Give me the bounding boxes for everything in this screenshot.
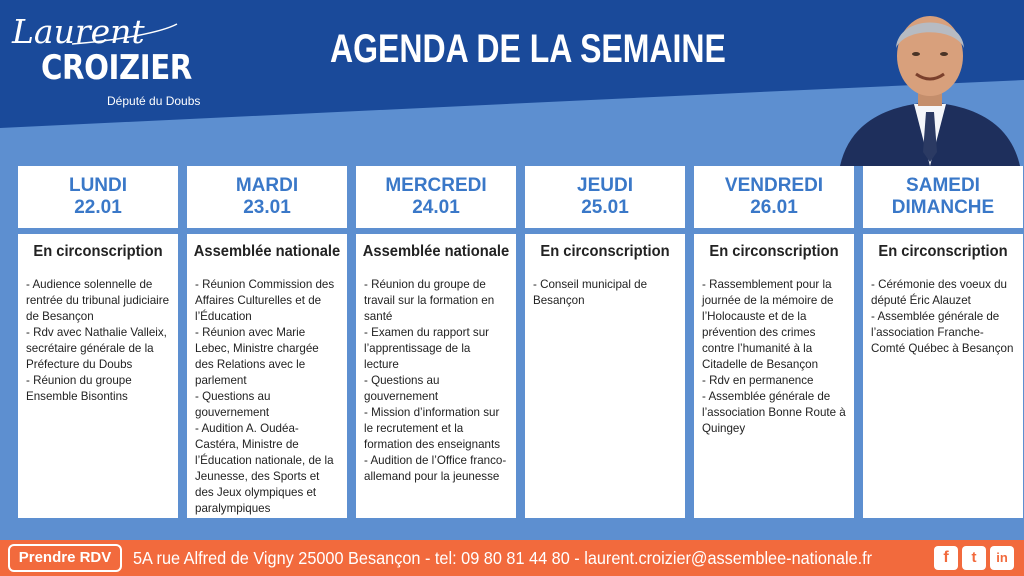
footer-bar (0, 540, 1024, 576)
card-body: - Rassemblement pour la journée de la mémoire de l’Holocauste et de la prévention des crimes contre l’humanité à la Citadelle de Besançon - Rdv en permanence - Assemblée générale de l’association Bonne Route à Quingey (702, 278, 846, 435)
agenda-card-vendredi (694, 234, 854, 518)
agenda-card-samedi-dimanche (863, 234, 1023, 518)
agenda-card-lundi (18, 234, 178, 518)
day-header-mardi: MARDI 23.01 (187, 166, 347, 228)
card-heading: En circonscription (709, 243, 839, 260)
logo (12, 10, 227, 108)
card-body: - Conseil municipal de Besançon (533, 278, 648, 307)
card-body: - Audience solennelle de rentrée du tribunal judiciaire de Besançon - Rdv avec Nathalie Valleix, secrétaire générale de la Préfecture du Doubs - Réunion du groupe Ensemble Bisontins (26, 278, 170, 403)
linkedin-icon[interactable]: in (990, 546, 1014, 570)
card-body: - Réunion du groupe de travail sur la formation en santé - Examen du rapport sur l’apprentissage de la lecture - Questions au gouvernement - Mission d’information sur le recrutement et la formation des enseignants - Audition de l’Office franco-allemand pour la jeunesse (364, 278, 507, 483)
logo-last-name: CROIZIER (41, 48, 192, 88)
card-heading: Assemblée nationale (193, 243, 341, 260)
agenda-card-mardi (187, 234, 347, 518)
card-body: - Réunion Commission des Affaires Culturelles et de l’Éducation - Réunion avec Marie Lebec, Ministre chargée des Relations avec le parlement - Questions au gouvernement - Audition A. Oudéa-Castéra, Ministre de l’Éducation nationale, de la Jeunesse, des Sports et des Jeux olympiques et paralympiques (195, 278, 335, 515)
card-heading: En circonscription (33, 243, 163, 260)
facebook-icon[interactable]: f (934, 546, 958, 570)
prendre-rdv-button[interactable]: Prendre RDV (8, 544, 122, 572)
agenda-card-mercredi (356, 234, 516, 518)
card-body: - Cérémonie des voeux du député Éric Alauzet - Assemblée générale de l’association Franche-Comté Québec à Besançon (871, 278, 1014, 355)
contact-info: 5A rue Alfred de Vigny 25000 Besançon - tel: 09 80 81 44 80 - laurent.croizier@assemblee-nationale.fr (133, 548, 873, 568)
day-header-samedi-dimanche: SAMEDI DIMANCHE (863, 166, 1023, 228)
day-header-vendredi: VENDREDI 26.01 (694, 166, 854, 228)
card-heading: Assemblée nationale (362, 243, 510, 260)
day-header-mercredi: MERCREDI 24.01 (356, 166, 516, 228)
portrait-photo (836, 2, 1024, 166)
logo-first-name: Laurent (12, 12, 145, 51)
card-heading: En circonscription (878, 243, 1008, 260)
day-header-jeudi: JEUDI 25.01 (525, 166, 685, 228)
card-heading: En circonscription (540, 243, 670, 260)
day-header-lundi: LUNDI 22.01 (18, 166, 178, 228)
logo-role: Député du Doubs (107, 94, 201, 108)
twitter-icon[interactable]: t (962, 546, 986, 570)
agenda-card-jeudi (525, 234, 685, 518)
page-title: AGENDA DE LA SEMAINE (330, 27, 726, 71)
